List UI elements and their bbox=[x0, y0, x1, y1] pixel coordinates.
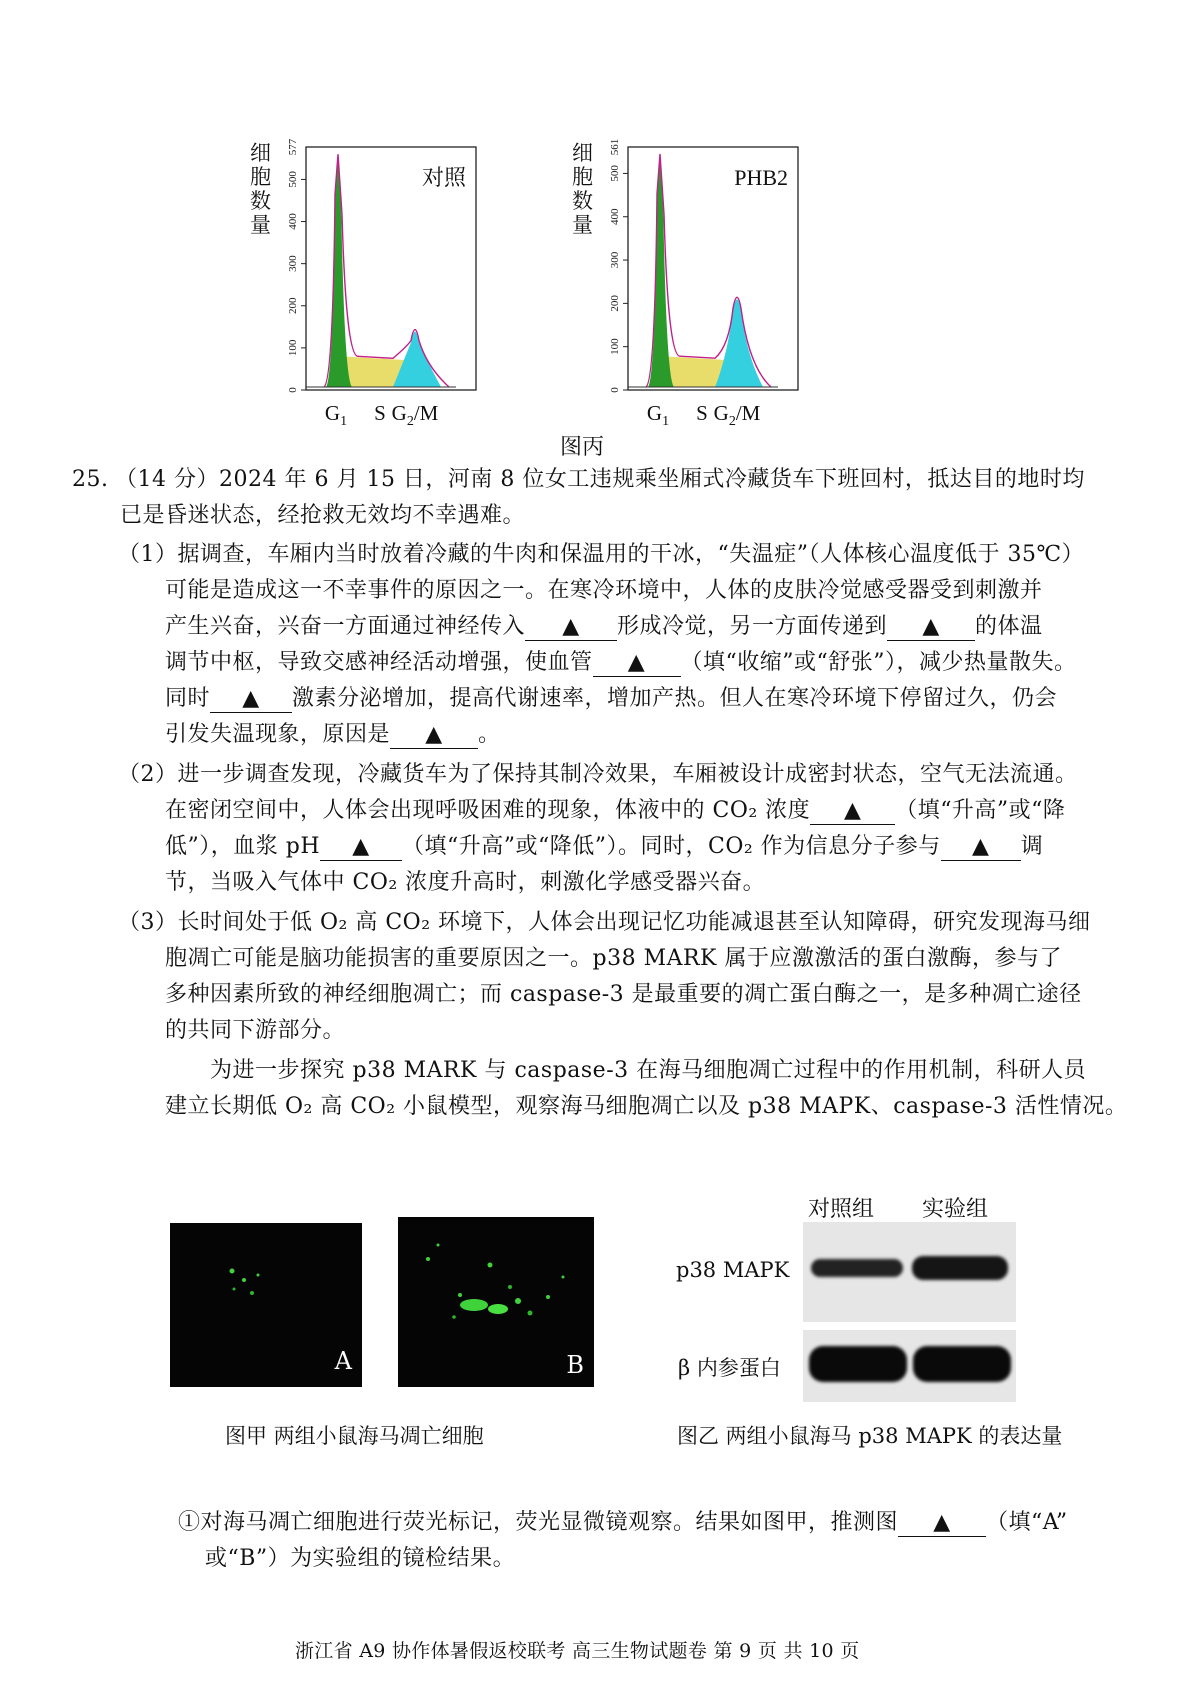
sub1-line1 bbox=[178, 1505, 1068, 1541]
blot-col-experiment: 实验组 bbox=[922, 1197, 989, 1222]
y-max-label: 577 bbox=[287, 138, 299, 156]
p3-line6: 建立长期低 O₂ 高 CO₂ 小鼠模型，观察海马细胞凋亡以及 p38 MAPK、caspase-3 活性情况。 bbox=[165, 1094, 1128, 1119]
text: 同时 bbox=[165, 686, 211, 711]
p3-line3: 多种因素所致的神经细胞凋亡；而 caspase-3 是最重要的凋亡蛋白酶之一，是多种凋亡途径 bbox=[165, 982, 1082, 1007]
p3-line2: 胞凋亡可能是脑功能损害的重要原因之一。p38 MARK 属于应激激活的蛋白激酶，参与了 bbox=[165, 946, 1062, 971]
y-tick-label: 100 bbox=[287, 339, 299, 357]
blot-row-beta: β 内参蛋白 bbox=[678, 1356, 781, 1380]
p3-line1: （3）长时间处于低 O₂ 高 CO₂ 环境下，人体会出现记忆功能减退甚至认知障碍，研究发现海马细 bbox=[118, 910, 1091, 935]
fluorescence-image-a bbox=[170, 1223, 362, 1387]
blot-band-experiment bbox=[912, 1256, 1008, 1280]
text: 在密闭空间中，人体会出现呼吸困难的现象，体液中的 CO₂ 浓度 bbox=[165, 798, 811, 823]
y-tick-label: 0 bbox=[287, 387, 299, 393]
x-axis-label: $G_2/M$ bbox=[391, 401, 439, 425]
y-axis-label-char: 数 bbox=[572, 189, 593, 213]
y-tick-label: 200 bbox=[287, 297, 299, 315]
answer-blank[interactable]: ▲ bbox=[810, 798, 895, 825]
blot-band-experiment bbox=[913, 1346, 1011, 1382]
panel-label: 对照 bbox=[421, 165, 466, 190]
text: 调 bbox=[1020, 834, 1044, 859]
fluorescence-spots bbox=[170, 1223, 362, 1387]
text: （填“收缩”或“舒张”），减少热量散失。 bbox=[680, 650, 1077, 675]
fig-jia-caption: 图甲 两组小鼠海马凋亡细胞 bbox=[225, 1424, 484, 1448]
image-label-a: A bbox=[334, 1347, 352, 1375]
answer-blank[interactable]: ▲ bbox=[390, 722, 478, 749]
text: 激素分泌增加，提高代谢速率，增加产热。但人在寒冷环境下停留过久，仍会 bbox=[292, 686, 1058, 711]
answer-blank[interactable]: ▲ bbox=[320, 834, 402, 861]
p1-line1: （1）据调查，车厢内当时放着冷藏的牛肉和保温用的干冰，“失温症”（人体核心温度低于 35℃） bbox=[118, 542, 1085, 567]
y-axis-label-char: 量 bbox=[250, 213, 271, 237]
fluorescence-spots bbox=[398, 1217, 594, 1387]
x-axis-label: $G_1$ bbox=[646, 401, 670, 425]
y-axis-label-char: 胞 bbox=[250, 165, 271, 189]
x-axis-label: S bbox=[696, 401, 708, 425]
text: （填“升高”或“降低”）。同时，CO₂ 作为信息分子参与 bbox=[402, 834, 941, 859]
p2-line4: 节，当吸入气体中 CO₂ 浓度升高时，刺激化学感受器兴奋。 bbox=[165, 870, 766, 895]
y-tick-label: 100 bbox=[609, 338, 621, 355]
y-max-label: 561 bbox=[609, 138, 621, 156]
page-footer: 浙江省 A9 协作体暑假返校联考 高三生物试题卷 第 9 页 共 10 页 bbox=[295, 1640, 860, 1662]
text: 产生兴奋，兴奋一方面通过神经传入 bbox=[165, 614, 526, 639]
p2-line1: （2）进一步调查发现，冷藏货车为了保持其制冷效果，车厢被设计成密封状态，空气无法流通。 bbox=[118, 762, 1078, 787]
sub1-line2: 或“B”）为实验组的镜检结果。 bbox=[205, 1546, 516, 1571]
text: 形成冷觉，另一方面传递到 bbox=[617, 614, 888, 639]
cytometry-figure bbox=[240, 125, 800, 425]
x-axis-label: $G_2/M$ bbox=[713, 401, 761, 425]
text: 。 bbox=[478, 722, 501, 747]
x-axis-label: $G_1$ bbox=[324, 401, 348, 425]
p1-line2: 可能是造成这一不幸事件的原因之一。在寒冷环境中，人体的皮肤冷觉感受器受到刺激并 bbox=[165, 578, 1043, 603]
blot-panel-p38 bbox=[803, 1222, 1016, 1322]
p1-line5 bbox=[165, 681, 1057, 717]
blot-col-control: 对照组 bbox=[808, 1197, 875, 1222]
y-axis-label-char: 数 bbox=[250, 189, 271, 213]
y-axis-label-char: 胞 bbox=[572, 165, 593, 189]
figure-bing-caption: 图丙 bbox=[560, 435, 605, 460]
text: 引发失温现象，原因是 bbox=[165, 722, 391, 747]
blot-band-control bbox=[809, 1346, 907, 1382]
text: （填“A” bbox=[986, 1510, 1068, 1535]
image-label-b: B bbox=[566, 1351, 584, 1379]
p3-line4: 的共同下游部分。 bbox=[165, 1018, 346, 1043]
y-tick-label: 400 bbox=[287, 213, 299, 230]
q25-intro-line1: （14 分）2024 年 6 月 15 日，河南 8 位女工违规乘坐厢式冷藏货车下班回村，抵达目的地时均 bbox=[115, 467, 1085, 492]
blot-band-control bbox=[811, 1259, 903, 1277]
y-axis-label-char: 量 bbox=[572, 213, 593, 237]
y-tick-label: 0 bbox=[609, 387, 621, 393]
answer-blank[interactable]: ▲ bbox=[593, 650, 681, 677]
y-tick-label: 300 bbox=[609, 251, 621, 269]
blot-panel-beta bbox=[803, 1330, 1016, 1402]
y-tick-label: 500 bbox=[609, 165, 621, 182]
answer-blank[interactable]: ▲ bbox=[941, 834, 1021, 861]
blot-row-p38: p38 MAPK bbox=[676, 1258, 790, 1282]
fluorescence-image-b bbox=[398, 1217, 594, 1387]
y-axis-label-char: 细 bbox=[572, 141, 593, 165]
text: ①对海马凋亡细胞进行荧光标记，荧光显微镜观察。结果如图甲，推测图 bbox=[178, 1510, 899, 1535]
question-number: 25. bbox=[72, 467, 109, 492]
p2-line2 bbox=[165, 793, 1065, 829]
g2m-peak bbox=[715, 299, 763, 387]
x-axis-label: S bbox=[374, 401, 386, 425]
p1-line4 bbox=[165, 645, 1077, 681]
y-tick-label: 400 bbox=[609, 208, 621, 225]
answer-blank[interactable]: ▲ bbox=[525, 614, 617, 641]
panel-label: PHB2 bbox=[734, 165, 788, 190]
text: 的体温 bbox=[975, 614, 1043, 639]
g2m-peak bbox=[393, 332, 441, 387]
answer-blank[interactable]: ▲ bbox=[898, 1510, 986, 1537]
y-tick-label: 300 bbox=[287, 255, 299, 272]
text: 调节中枢，导致交感神经活动增强，使血管 bbox=[165, 650, 593, 675]
p1-line3 bbox=[165, 609, 1043, 645]
q25-intro-line2: 已是昏迷状态，经抢救无效均不幸遇难。 bbox=[120, 503, 526, 528]
p1-line6 bbox=[165, 717, 501, 753]
answer-blank[interactable]: ▲ bbox=[887, 614, 975, 641]
y-tick-label: 500 bbox=[287, 171, 299, 188]
y-tick-label: 200 bbox=[609, 295, 621, 312]
fig-yi-caption: 图乙 两组小鼠海马 p38 MAPK 的表达量 bbox=[677, 1424, 1063, 1448]
text: （填“升高”或“降 bbox=[895, 798, 1066, 823]
p2-line3 bbox=[165, 829, 1043, 865]
figure-bing bbox=[240, 125, 800, 455]
text: 低”），血浆 pH bbox=[165, 834, 321, 859]
answer-blank[interactable]: ▲ bbox=[210, 686, 292, 713]
p3-line5: 为进一步探究 p38 MARK 与 caspase-3 在海马细胞凋亡过程中的作用机制，科研人员 bbox=[210, 1058, 1087, 1083]
y-axis-label-char: 细 bbox=[250, 141, 271, 165]
